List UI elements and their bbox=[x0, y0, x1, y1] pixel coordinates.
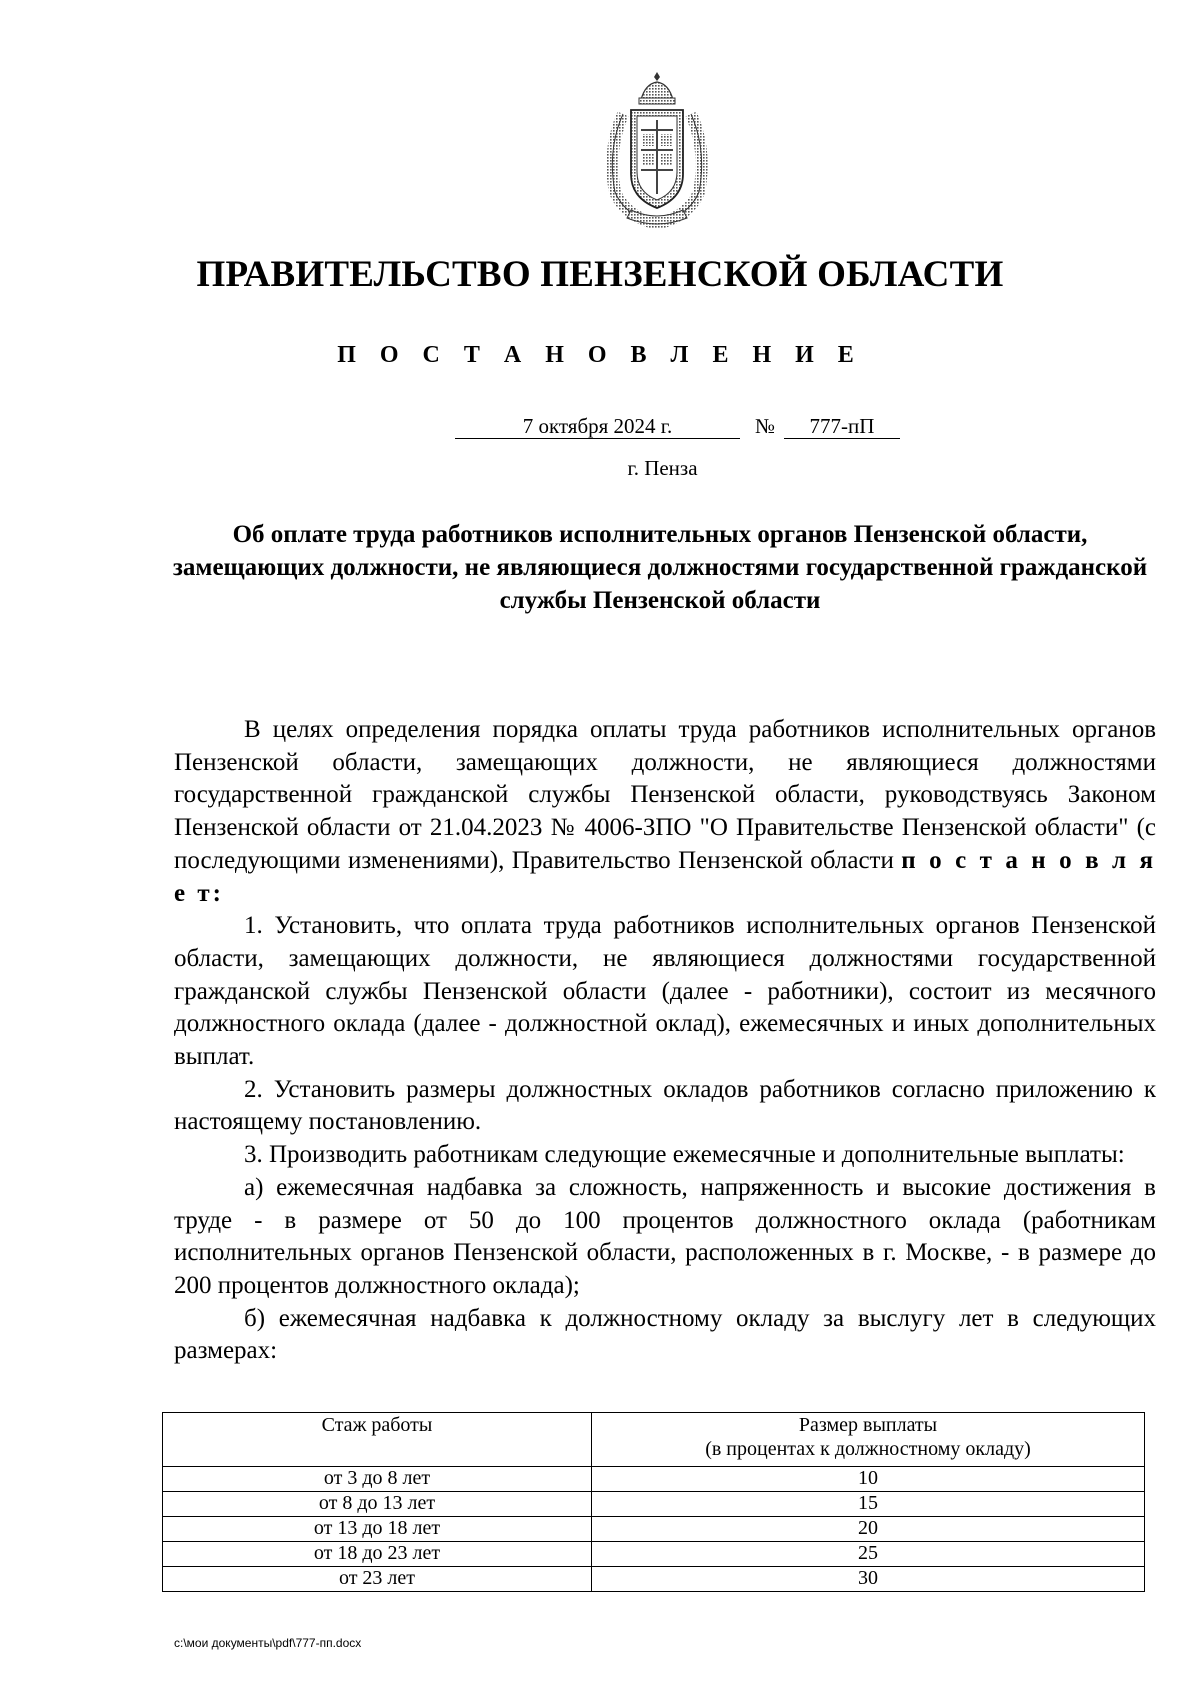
table-cell-stazh: от 23 лет bbox=[163, 1567, 592, 1592]
document-subject: Об оплате труда работников исполнительных органов Пензенской области, замещающих должности, не являющиеся должностями государственной гражданской службы Пензенской области bbox=[172, 521, 1148, 614]
paragraph-1: 1. Установить, что оплата труда работников исполнительных органов Пензенской области, замещающих должности, не являющиеся должностями государственной гражданской службы Пензенской области (далее - работники), состоит из месячного должностного оклада (далее - должностной оклад), ежемесячных и иных дополнительных выплат. bbox=[174, 912, 1156, 1071]
preamble-paragraph bbox=[174, 714, 1156, 910]
paragraph-3: 3. Производить работникам следующие ежемесячные и дополнительные выплаты: bbox=[244, 1141, 1125, 1169]
table-row bbox=[163, 1567, 1145, 1592]
preamble-text: В целях определения порядка оплаты труда работников исполнительных органов Пензенской области, замещающих должности, не являющиеся должностями государственной гражданской службы Пензенской области, руководствуясь Законом Пензенской области от 21.04.2023 № 4006-ЗПО "О Правительстве Пензенской области" (с последующими изменениями), Правительство Пензенской области bbox=[174, 716, 1156, 874]
coat-of-arms-emblem bbox=[601, 70, 713, 228]
table-cell-value: 25 bbox=[592, 1542, 1145, 1567]
number-sign: № bbox=[754, 414, 776, 438]
table-row bbox=[163, 1492, 1145, 1517]
table-row bbox=[163, 1542, 1145, 1567]
table-cell-value: 30 bbox=[592, 1567, 1145, 1592]
table-header-value-line1: Размер выплаты bbox=[798, 1414, 938, 1436]
table-cell-value: 15 bbox=[592, 1492, 1145, 1517]
decree-word: п о с т а н о в л я е т: bbox=[174, 846, 1157, 907]
document-type: П О С Т А Н О В Л Е Н И Е bbox=[337, 342, 863, 368]
table-cell-stazh: от 3 до 8 лет bbox=[163, 1467, 592, 1492]
table-cell-stazh: от 18 до 23 лет bbox=[163, 1542, 592, 1567]
paragraph-3b: б) ежемесячная надбавка к должностному окладу за выслугу лет в следующих размерах: bbox=[174, 1304, 1156, 1365]
table-header-row bbox=[163, 1413, 1145, 1467]
table-row bbox=[163, 1517, 1145, 1542]
document-number: 777-пП bbox=[784, 414, 900, 439]
table-header-stazh: Стаж работы bbox=[163, 1413, 592, 1467]
document-body bbox=[174, 714, 1156, 1368]
paragraph-2: 2. Установить размеры должностных окладов работников согласно приложению к настоящему постановлению. bbox=[174, 1075, 1156, 1136]
table-row bbox=[163, 1467, 1145, 1492]
seniority-table bbox=[162, 1412, 1145, 1592]
document-city: г. Пенза bbox=[627, 456, 698, 480]
table-cell-value: 20 bbox=[592, 1517, 1145, 1542]
document-date: 7 октября 2024 г. bbox=[455, 414, 740, 439]
file-path-footer: c:\мои документы\pdf\777-пп.docx bbox=[174, 1636, 362, 1650]
table-cell-value: 10 bbox=[592, 1467, 1145, 1492]
table-header-value bbox=[592, 1413, 1145, 1467]
table-cell-stazh: от 8 до 13 лет bbox=[163, 1492, 592, 1517]
table-header-value-line2: (в процентах к должностному окладу) bbox=[705, 1438, 1031, 1460]
table-cell-stazh: от 13 до 18 лет bbox=[163, 1517, 592, 1542]
paragraph-3a: а) ежемесячная надбавка за сложность, напряженность и высокие достижения в труде - в размере от 50 до 100 процентов должностного оклада (работникам исполнительных органов Пензенской области, расположенных в г. Москве, - в размере до 200 процентов должностного оклада); bbox=[174, 1173, 1156, 1299]
government-title: ПРАВИТЕЛЬСТВО ПЕНЗЕНСКОЙ ОБЛАСТИ bbox=[196, 254, 1004, 295]
